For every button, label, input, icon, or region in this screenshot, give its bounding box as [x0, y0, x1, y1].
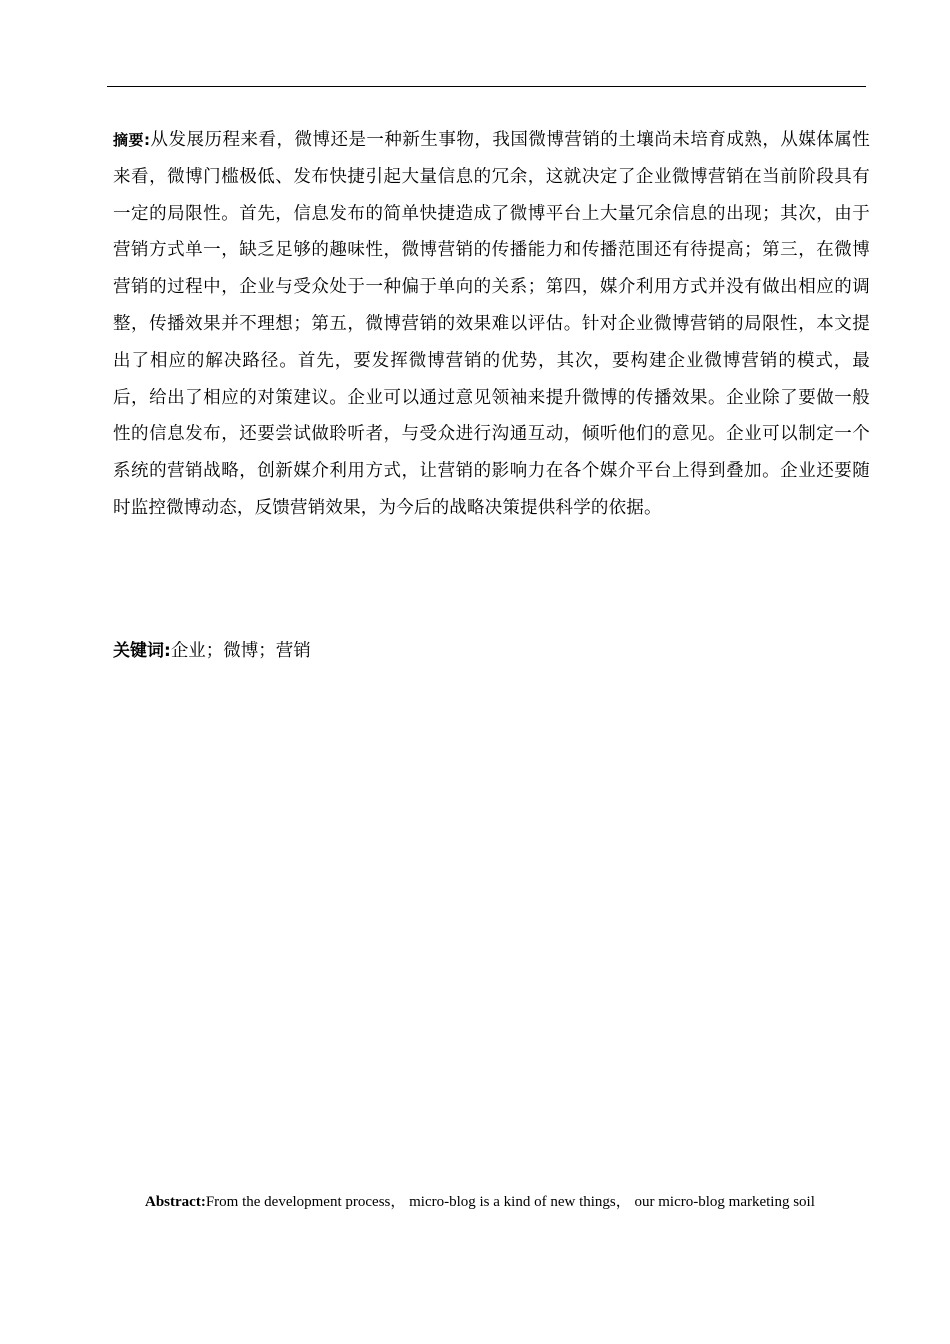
english-abstract: [145, 1191, 815, 1213]
abstract-text: 从发展历程来看，微博还是一种新生事物，我国微博营销的土壤尚未培育成熟，从媒体属性来看，微博门槛极低、发布快捷引起大量信息的冗余，这就决定了企业微博营销在当前阶段具有一定的局限性。首先，信息发布的简单快捷造成了微博平台上大量冗余信息的出现；其次，由于营销方式单一，缺乏足够的趣味性，微博营销的传播能力和传播范围还有待提高；第三，在微博营销的过程中，企业与受众处于一种偏于单向的关系；第四，媒介利用方式并没有做出相应的调整，传播效果并不理想；第五，微博营销的效果难以评估。针对企业微博营销的局限性，本文提出了相应的解决路径。首先，要发挥微博营销的优势，其次，要构建企业微博营销的模式，最后，给出了相应的对策建议。企业可以通过意见领袖来提升微博的传播效果。企业除了要做一般性的信息发布，还要尝试做聆听者，与受众进行沟通互动，倾听他们的意见。企业可以制定一个系统的营销战略，创新媒介利用方式，让营销的影响力在各个媒介平台上得到叠加。企业还要随时监控微博动态，反馈营销效果，为今后的战略决策提供科学的依据。: [113, 130, 871, 518]
english-abstract-label: Abstract:: [145, 1194, 206, 1210]
keywords-text: 企业；微博；营销: [170, 641, 311, 661]
chinese-abstract: [113, 122, 870, 527]
keywords-label: 关键词:: [113, 641, 171, 661]
abstract-label: 摘要:: [113, 131, 151, 149]
english-abstract-text: From the development process， micro-blog is a kind of new things， our micro-blog marketing soil: [205, 1194, 815, 1210]
keywords: [113, 637, 311, 665]
header-rule: [107, 86, 866, 87]
